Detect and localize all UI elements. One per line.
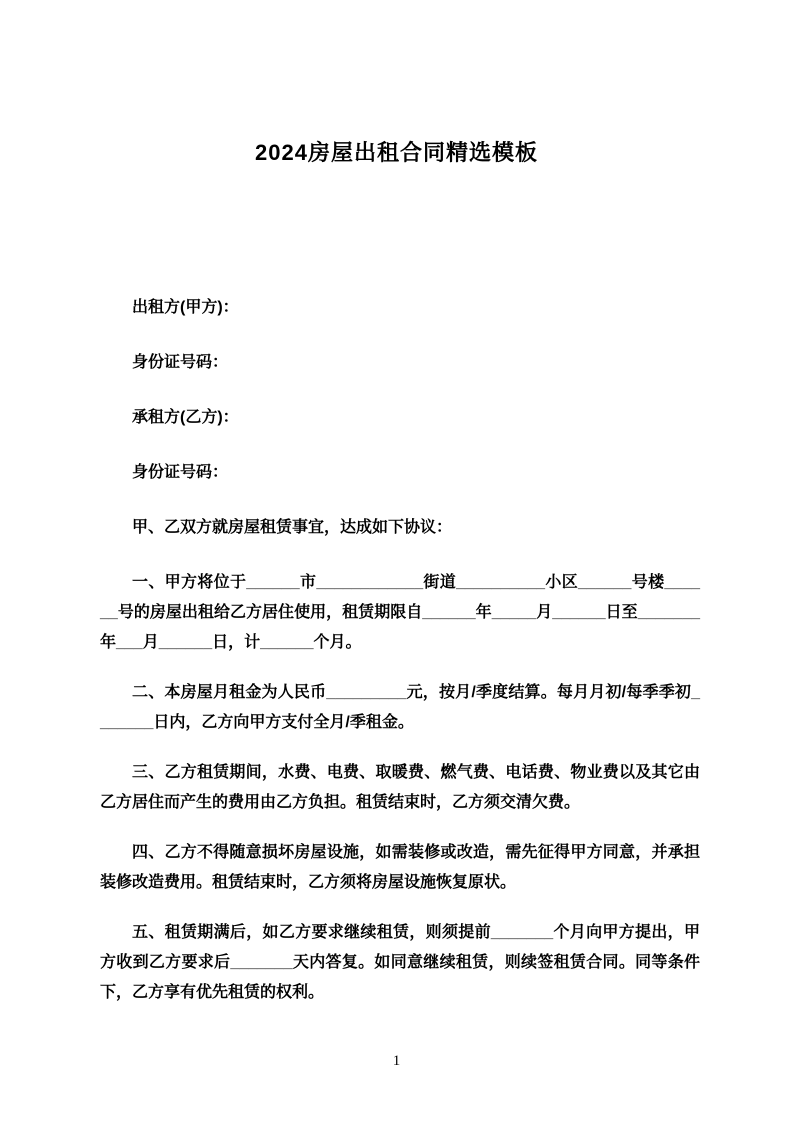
clause-2-rent-payment: 二、本房屋月租金为人民币_________元，按月/季度结算。每月月初/每季季初_______日内，乙方向甲方支付全月/季租金。: [100, 684, 700, 731]
clause-5-renewal: 五、租赁期满后，如乙方要求继续租赁，则须提前_______个月向甲方提出，甲方收到乙方要求后_______天内答复。如同意继续租赁，则续签租赁合同。同等条件下，乙方享有优先租赁的权利。: [100, 924, 700, 1001]
clause-1-premises-and-term: 一、甲方将位于______市____________街道__________小区______号楼______号的房屋出租给乙方居住使用，租赁期限自______年_____月______日至_______年___月______日，计______个月。: [100, 574, 700, 651]
clause-4-facilities-damage: 四、乙方不得随意损坏房屋设施，如需装修或改造，需先征得甲方同意，并承担装修改造费用。租赁结束时，乙方须将房屋设施恢复原状。: [100, 844, 700, 891]
document-title: 2024房屋出租合同精选模板: [255, 140, 538, 165]
agreement-intro-line: 甲、乙双方就房屋租赁事宜，达成如下协议：: [132, 519, 453, 536]
field-lessee-id-number: 身份证号码：: [132, 464, 229, 481]
field-lessee-party-b: 承租方(乙方)：: [132, 409, 239, 426]
document-body: [0, 168, 793, 1008]
clause-3-utility-fees: 三、乙方租赁期间，水费、电费、取暖费、燃气费、电话费、物业费以及其它由乙方居住而产生的费用由乙方负担。租赁结束时，乙方须交清欠费。: [100, 764, 700, 811]
field-lessor-party-a: 出租方(甲方)：: [132, 299, 239, 316]
field-lessor-id-number: 身份证号码：: [132, 354, 229, 371]
page-number: 1: [392, 1053, 401, 1069]
